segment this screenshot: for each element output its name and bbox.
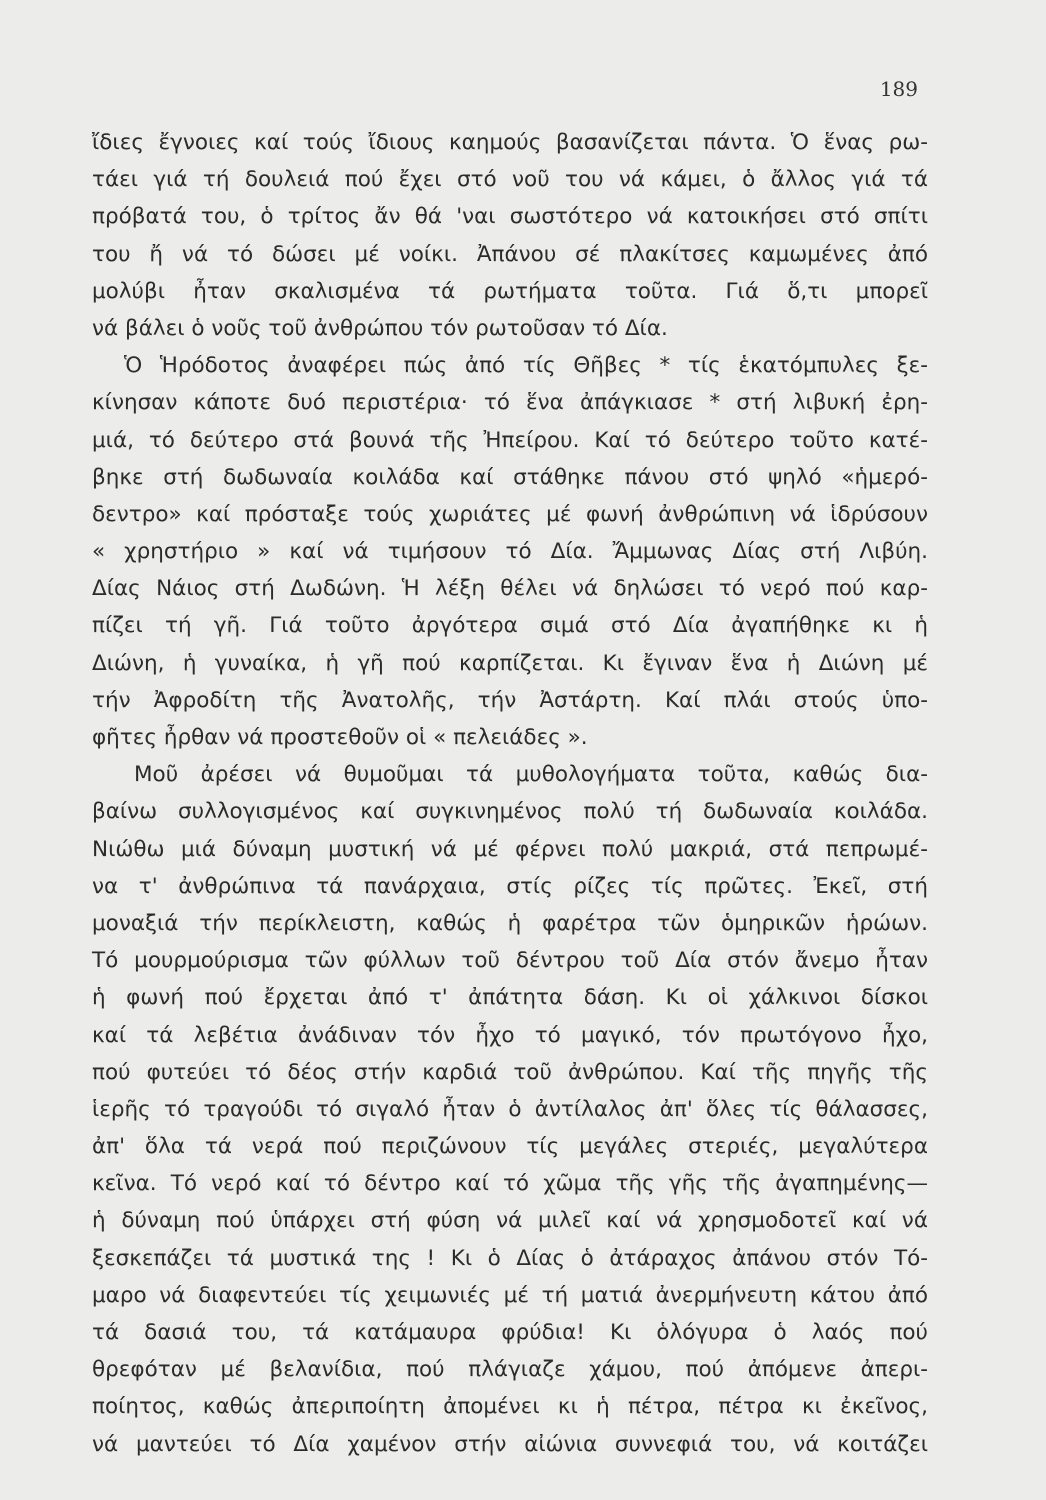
text-line: μαρο νά διαφεντεύει τίς χειμωνιές μέ τή ματιά ἀνερμήνευτη κάτου ἀπό: [92, 1282, 928, 1308]
text-line: να τ' ἀνθρώπινα τά πανάρχαια, στίς ρίζες τίς πρῶτες. Ἐκεῖ, στή: [92, 873, 928, 899]
text-line: « χρηστήριο » καί νά τιμήσουν τό Δία. Ἄμμωνας Δίας στή Λιβύη.: [92, 539, 928, 565]
text-line: Δίας Νάιος στή Δωδώνη. Ἡ λέξη θέλει νά δηλώσει τό νερό πού καρ-: [92, 576, 928, 602]
text-line: τήν Ἀφροδίτη τῆς Ἀνατολῆς, τήν Ἀστάρτη. Καί πλάι στούς ὑπο-: [92, 687, 928, 713]
page-number: 189: [879, 77, 918, 101]
text-line: πρόβατά του, ὁ τρίτος ἄν θά 'ναι σωστότερο νά κατοικήσει στό σπίτι: [92, 204, 928, 230]
text-line: δεντρο» καί πρόσταξε τούς χωριάτες μέ φωνή ἀνθρώπινη νά ἱδρύσουν: [92, 501, 928, 527]
text-line: πού φυτεύει τό δέος στήν καρδιά τοῦ ἀνθρώπου. Καί τῆς πηγῆς τῆς: [92, 1059, 928, 1085]
text-line: του ἤ νά τό δώσει μέ νοίκι. Ἀπάνου σέ πλακίτσες καμωμένες ἀπό: [92, 241, 928, 267]
text-line: μοναξιά τήν περίκλειστη, καθώς ἡ φαρέτρα τῶν ὁμηρικῶν ἡρώων.: [92, 910, 928, 936]
text-line: Διώνη, ἡ γυναίκα, ἡ γῆ πού καρπίζεται. Κι ἔγιναν ἕνα ἡ Διώνη μέ: [92, 650, 928, 676]
text-line: πίζει τή γῆ. Γιά τοῦτο ἀργότερα σιμά στό Δία ἀγαπήθηκε κι ἡ: [92, 613, 928, 639]
text-line: μολύβι ἦταν σκαλισμένα τά ρωτήματα τοῦτα. Γιά ὅ,τι μπορεῖ: [92, 278, 928, 304]
text-line: ἱερῆς τό τραγούδι τό σιγαλό ἦταν ὁ ἀντίλαλος ἀπ' ὅλες τίς θάλασσες,: [92, 1096, 928, 1122]
text-line: Νιώθω μιά δύναμη μυστική νά μέ φέρνει πολύ μακριά, στά πεπρωμέ-: [92, 836, 928, 862]
text-line: Ὁ Ἡρόδοτος ἀναφέρει πώς ἀπό τίς Θῆβες * τίς ἑκατόμπυλες ξε-: [124, 353, 928, 379]
text-line: καί τά λεβέτια ἀνάδιναν τόν ἦχο τό μαγικό, τόν πρωτόγονο ἦχο,: [92, 1022, 928, 1048]
text-line: νά μαντεύει τό Δία χαμένον στήν αἰώνια συννεφιά του, νά κοιτάζει: [92, 1431, 928, 1457]
body-text: [92, 124, 928, 1463]
text-line: ἡ φωνή πού ἔρχεται ἀπό τ' ἀπάτητα δάση. Κι οἱ χάλκινοι δίσκοι: [92, 985, 928, 1011]
text-line: βηκε στή δωδωναία κοιλάδα καί στάθηκε πάνου στό ψηλό «ἡμερό-: [92, 464, 928, 490]
text-line: νά βάλει ὁ νοῦς τοῦ ἀνθρώπου τόν ρωτοῦσαν τό Δία.: [92, 315, 668, 341]
text-line: Τό μουρμούρισμα τῶν φύλλων τοῦ δέντρου τοῦ Δία στόν ἄνεμο ἦταν: [92, 948, 928, 974]
text-line: ποίητος, καθώς ἀπεριποίητη ἀπομένει κι ἡ πέτρα, πέτρα κι ἐκεῖνος,: [92, 1394, 928, 1420]
text-line: ἡ δύναμη πού ὑπάρχει στή φύση νά μιλεῖ καί νά χρησμοδοτεῖ καί νά: [92, 1208, 928, 1234]
text-line: βαίνω συλλογισμένος καί συγκινημένος πολύ τή δωδωναία κοιλάδα.: [92, 799, 928, 825]
text-line: τάει γιά τή δουλειά πού ἔχει στό νοῦ του νά κάμει, ὁ ἄλλος γιά τά: [92, 167, 928, 193]
text-line: κίνησαν κάποτε δυό περιστέρια· τό ἕνα ἀπάγκιασε * στή λιβυκή ἐρη-: [92, 390, 928, 416]
text-line: Μοῦ ἀρέσει νά θυμοῦμαι τά μυθολογήματα τοῦτα, καθώς δια-: [134, 762, 928, 788]
text-line: θρεφόταν μέ βελανίδια, πού πλάγιαζε χάμου, πού ἀπόμενε ἀπερι-: [92, 1357, 928, 1383]
text-line: φῆτες ἦρθαν νά προστεθοῦν οἱ « πελειάδες ».: [92, 725, 588, 750]
text-line: μιά, τό δεύτερο στά βουνά τῆς Ἠπείρου. Καί τό δεύτερο τοῦτο κατέ-: [92, 427, 928, 453]
text-line: τά δασιά του, τά κατάμαυρα φρύδια! Κι ὁλόγυρα ὁ λαός πού: [92, 1320, 928, 1345]
text-line: ἴδιες ἔγνοιες καί τούς ἴδιους καημούς βασανίζεται πάντα. Ὁ ἕνας ρω-: [92, 130, 928, 155]
text-line: κεῖνα. Τό νερό καί τό δέντρο καί τό χῶμα τῆς γῆς τῆς ἀγαπημένης—: [92, 1171, 928, 1197]
text-line: ἀπ' ὅλα τά νερά πού περιζώνουν τίς μεγάλες στεριές, μεγαλύτερα: [92, 1134, 928, 1160]
text-line: ξεσκεπάζει τά μυστικά της ! Κι ὁ Δίας ὁ ἀτάραχος ἀπάνου στόν Τό-: [92, 1245, 928, 1271]
